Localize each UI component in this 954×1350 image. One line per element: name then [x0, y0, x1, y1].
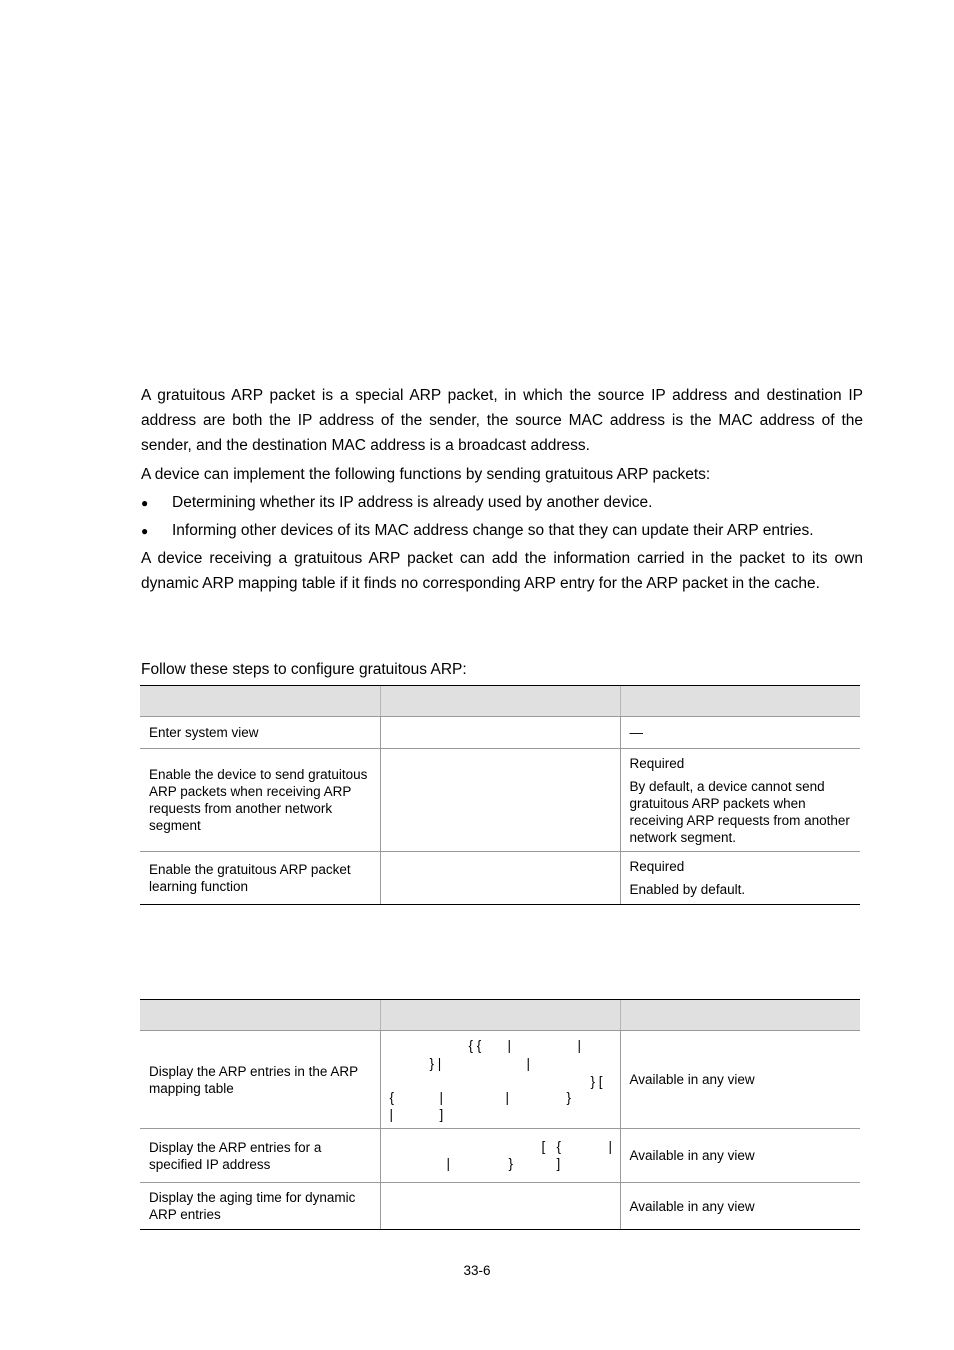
list-item-text: Informing other devices of its MAC address change so that they can update their ARP entries.: [172, 522, 814, 539]
command-syntax: [381, 1031, 620, 1128]
syntax-fragment: } |: [429, 1056, 442, 1071]
intro-paragraph-1: A gratuitous ARP packet is a special ARP packet, in which the source IP address and destination IP address are both the IP address of the sender, the source MAC address is the MAC address of the sender, and the destination MAC address is a broadcast address.: [141, 387, 863, 454]
syntax-fragment: |: [577, 1038, 582, 1053]
command-cell: [380, 1183, 620, 1230]
remarks-cell: [620, 749, 860, 852]
command-cell: [380, 1031, 620, 1129]
config-table: [140, 685, 860, 905]
remarks-cell: —: [620, 717, 860, 749]
intro-paragraph-2: A device can implement the following functions by sending gratuitous ARP packets:: [141, 466, 711, 483]
table-header-row: [140, 1000, 860, 1031]
required-label: Required: [629, 859, 685, 874]
list-item-text: Determining whether its IP address is already used by another device.: [172, 494, 653, 511]
command-syntax: [381, 1129, 620, 1182]
config-lead-text: Follow these steps to configure gratuitous ARP:: [141, 661, 467, 678]
syntax-fragment: } [: [590, 1074, 603, 1089]
task-cell: Display the ARP entries for a specified IP address: [140, 1129, 380, 1183]
bullet-icon: ●: [141, 524, 149, 538]
task-cell: Display the aging time for dynamic ARP entries: [140, 1183, 380, 1230]
table-row: [140, 1183, 860, 1230]
task-cell: Enable the device to send gratuitous ARP packets when receiving ARP requests from another network segment: [140, 749, 380, 852]
syntax-fragment: ]: [556, 1156, 561, 1171]
command-cell: [380, 852, 620, 905]
table-header-cell: [140, 686, 380, 717]
table-row: [140, 1031, 860, 1129]
table-header-cell: [380, 686, 620, 717]
syntax-fragment: |: [505, 1090, 510, 1105]
syntax-fragment: |: [507, 1038, 512, 1053]
table-header-cell: [380, 1000, 620, 1031]
syntax-fragment: |: [389, 1107, 394, 1122]
table-header-cell: [620, 686, 860, 717]
table-row: [140, 852, 860, 905]
syntax-fragment: { {: [468, 1038, 482, 1053]
required-label: Required: [629, 755, 685, 771]
command-cell: [380, 717, 620, 749]
command-cell: [380, 1129, 620, 1183]
syntax-fragment: |: [446, 1156, 451, 1171]
command-cell: [380, 749, 620, 852]
syntax-fragment: ]: [439, 1107, 444, 1122]
table-header-cell: [140, 1000, 380, 1031]
task-cell: Display the ARP entries in the ARP mapping table: [140, 1031, 380, 1129]
syntax-fragment: |: [526, 1056, 531, 1071]
bullet-icon: ●: [141, 496, 149, 510]
syntax-fragment: |: [439, 1090, 444, 1105]
table-row: [140, 717, 860, 749]
task-cell: Enter system view: [140, 717, 380, 749]
page-number: 33-6: [463, 1263, 491, 1278]
syntax-fragment: }: [508, 1156, 514, 1171]
remarks-cell: Available in any view: [620, 1031, 860, 1129]
table-row: [140, 1129, 860, 1183]
remarks-text: Enabled by default.: [629, 882, 746, 897]
display-table: [140, 999, 860, 1230]
intro-paragraph-3: A device receiving a gratuitous ARP packet can add the information carried in the packet to its own dynamic ARP mapping table if it finds no corresponding ARP entry for the ARP packet in the cache.: [141, 550, 863, 592]
remarks-cell: Available in any view: [620, 1129, 860, 1183]
syntax-fragment: {: [556, 1139, 562, 1154]
table-header-cell: [620, 1000, 860, 1031]
table-row: [140, 749, 860, 852]
task-cell: Enable the gratuitous ARP packet learning function: [140, 852, 380, 905]
remarks-text: By default, a device cannot send gratuitous ARP packets when receiving ARP requests from another network segment.: [629, 778, 850, 845]
table-header-row: [140, 686, 860, 717]
syntax-fragment: {: [389, 1090, 395, 1105]
syntax-fragment: |: [608, 1139, 613, 1154]
remarks-cell: Available in any view: [620, 1183, 860, 1230]
syntax-fragment: }: [566, 1090, 572, 1105]
syntax-fragment: [: [541, 1139, 546, 1154]
remarks-cell: [620, 852, 860, 905]
